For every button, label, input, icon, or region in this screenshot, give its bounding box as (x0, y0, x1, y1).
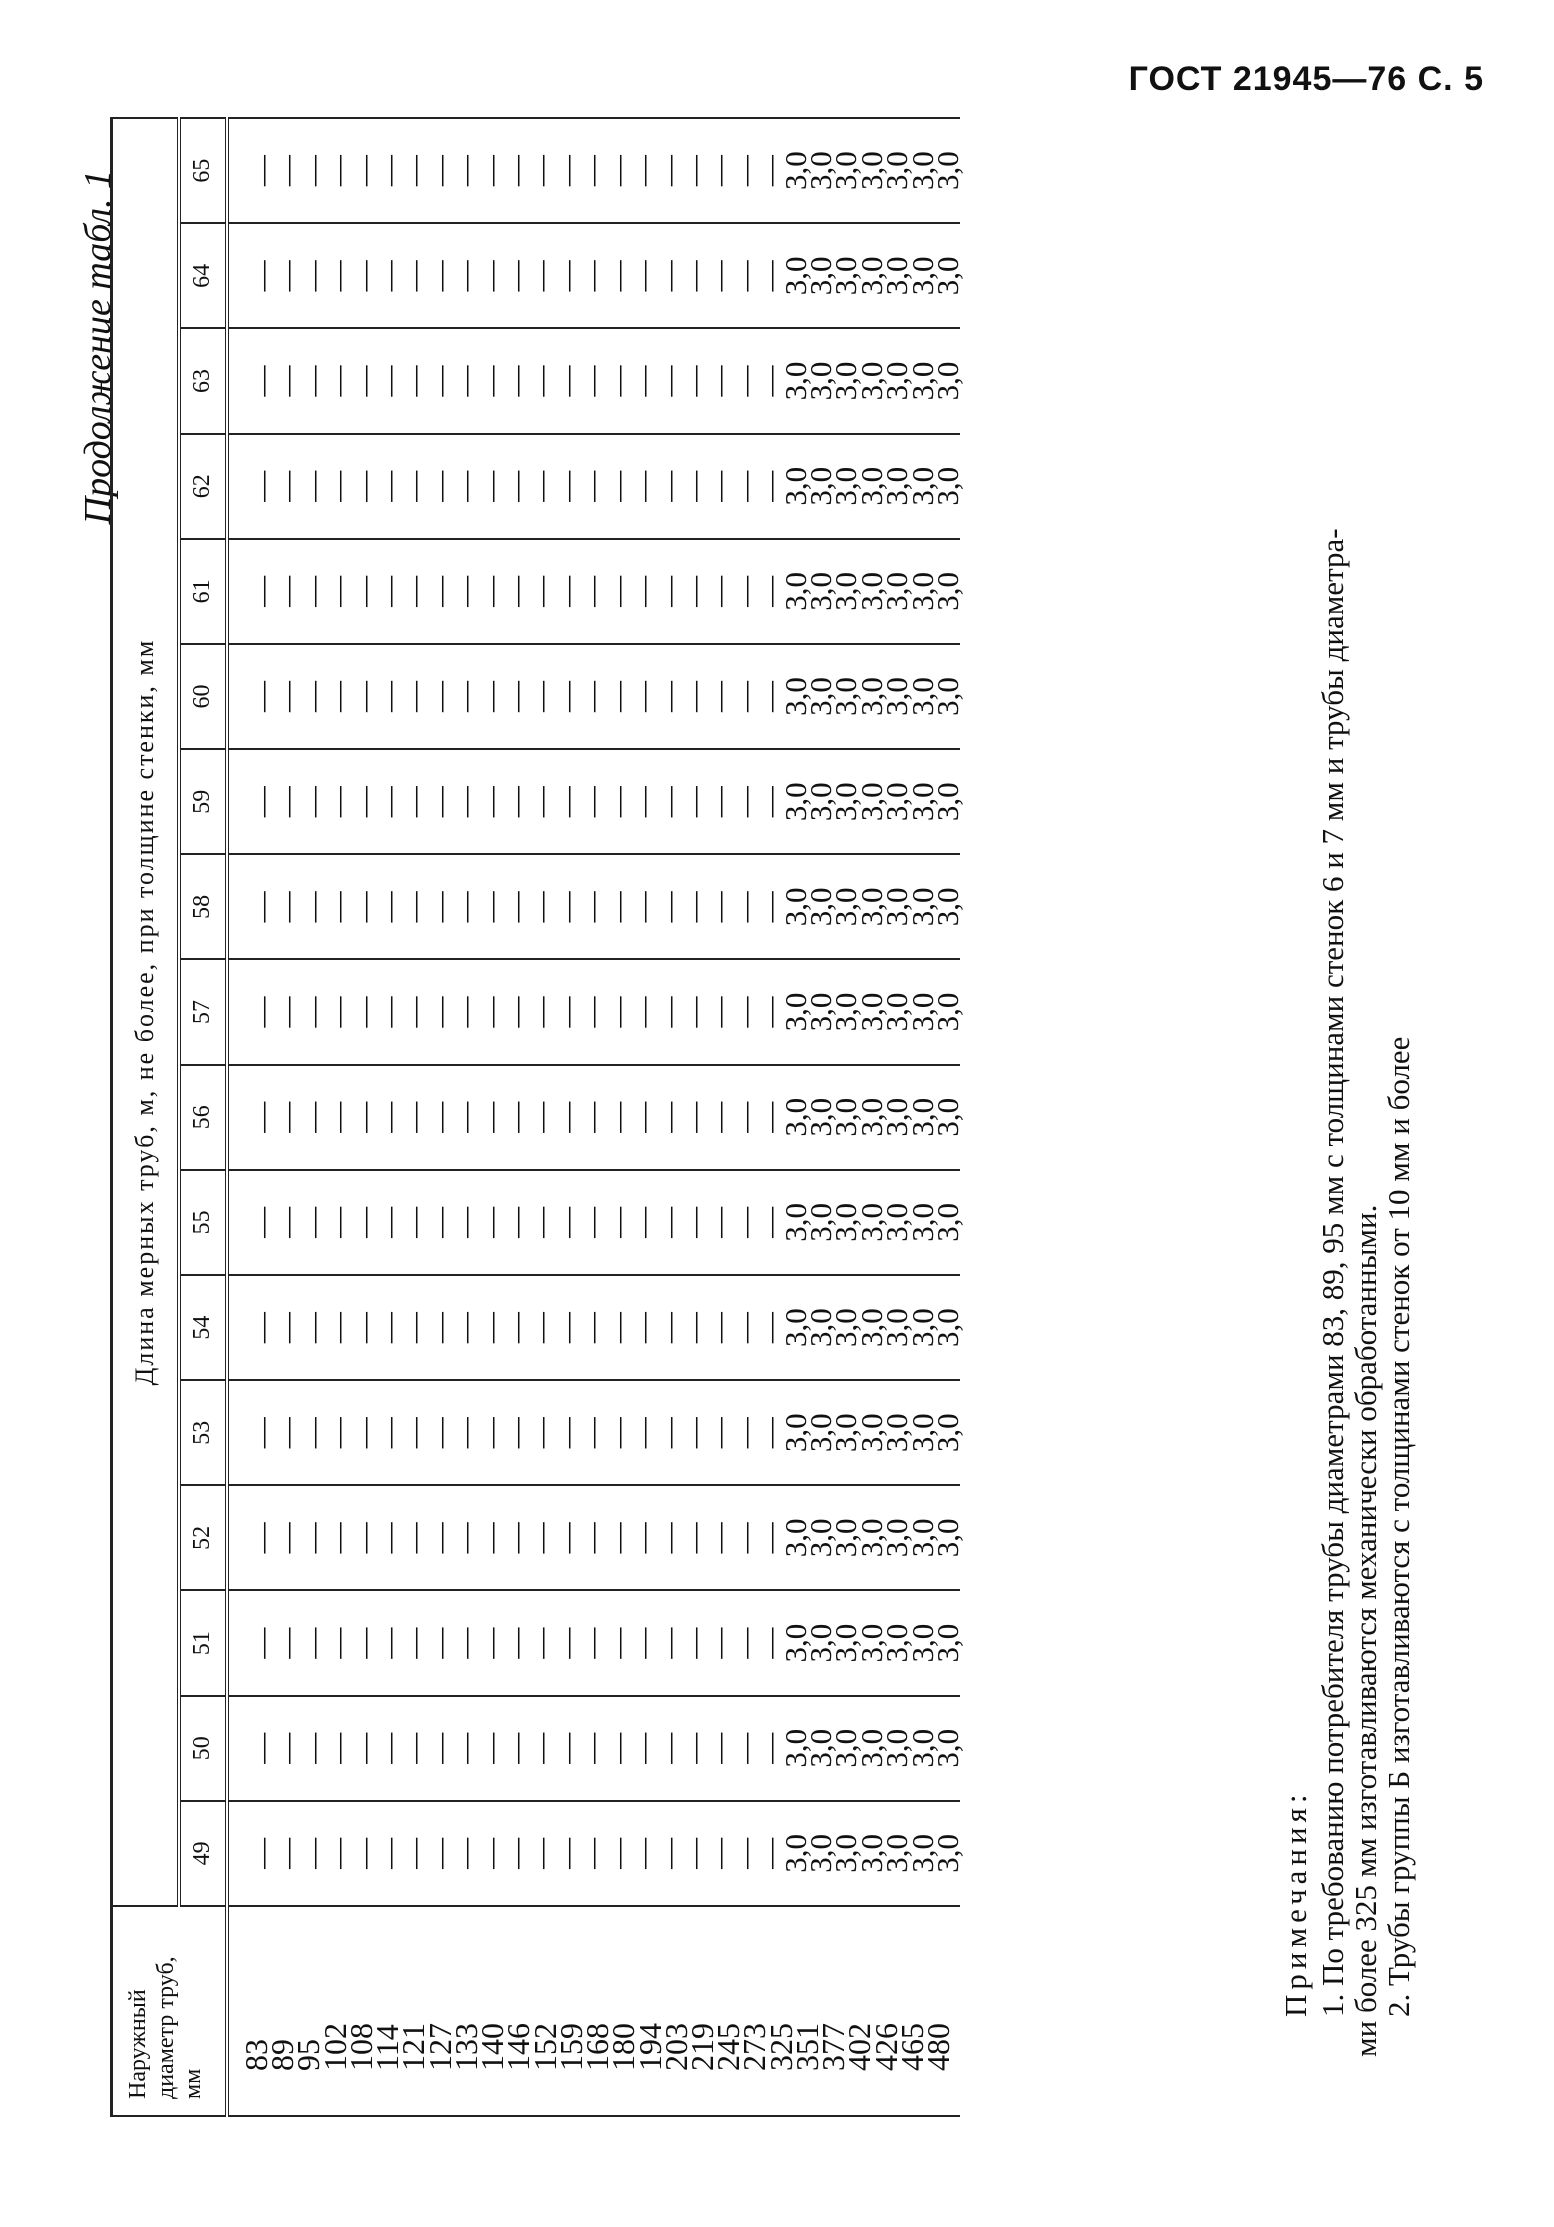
note-1-continued: ми более 325 мм изготавливаются механически обработанными. (1347, 1204, 1383, 2057)
diameter-value: 114 (369, 2024, 406, 2071)
diameter-value: 152 (526, 2023, 563, 2071)
length-values-cell: — — — — — — — — — — — — — — — — — — — — — 3,0 3,0 3,0 3,0 3,0 3,0 3,0 (227, 223, 960, 328)
thickness-header: 49 (179, 1801, 227, 1906)
diameter-value: 402 (841, 2023, 878, 2071)
diameter-value: 133 (447, 2023, 484, 2071)
thickness-header: 53 (179, 1380, 227, 1485)
diameter-value: 219 (683, 2023, 720, 2071)
diameter-list (227, 1906, 960, 2116)
diameter-value: 194 (631, 2023, 668, 2071)
length-values-cell: — — — — — — — — — — — — — — — — — — — — — 3,0 3,0 3,0 3,0 3,0 3,0 3,0 (227, 328, 960, 433)
length-values-cell: — — — — — — — — — — — — — — — — — — — — — 3,0 3,0 3,0 3,0 3,0 3,0 3,0 (227, 1380, 960, 1485)
continuation-title: Продолжение табл. 1 (77, 170, 119, 525)
thickness-header: 59 (179, 749, 227, 854)
length-values-cell: — — — — — — — — — — — — — — — — — — — — — 3,0 3,0 3,0 3,0 3,0 3,0 3,0 (227, 1275, 960, 1380)
diameter-value: 245 (710, 2023, 747, 2071)
thickness-header: 56 (179, 1065, 227, 1170)
length-values-cell: — — — — — — — — — — — — — — — — — — — — — 3,0 3,0 3,0 3,0 3,0 3,0 3,0 (227, 539, 960, 644)
diameter-value: 168 (579, 2023, 616, 2071)
length-values-cell: — — — — — — — — — — — — — — — — — — — — — 3,0 3,0 3,0 3,0 3,0 3,0 3,0 (227, 1170, 960, 1275)
thickness-header: 50 (179, 1696, 227, 1801)
diameter-value: 102 (316, 2023, 353, 2071)
notes-section (1278, 217, 1416, 2057)
diameter-value: 108 (342, 2023, 379, 2071)
length-values-cell: — — — — — — — — — — — — — — — — — — — — — 3,0 3,0 3,0 3,0 3,0 3,0 3,0 (227, 854, 960, 959)
thickness-header: 54 (179, 1275, 227, 1380)
length-values-cell: — — — — — — — — — — — — — — — — — — — — — 3,0 3,0 3,0 3,0 3,0 3,0 3,0 (227, 1485, 960, 1590)
diameter-value: 89 (264, 2039, 301, 2071)
page-header: ГОСТ 21945—76 С. 5 (1128, 60, 1484, 98)
pipe-length-table (110, 117, 965, 2117)
diameter-column-header: Наружный диаметр труб, мм (112, 1906, 228, 2116)
table-row (227, 118, 960, 2116)
thickness-header: 55 (179, 1170, 227, 1275)
thickness-header: 52 (179, 1485, 227, 1590)
thickness-header: 61 (179, 539, 227, 644)
diameter-value: 127 (421, 2023, 458, 2071)
diameter-value: 121 (395, 2023, 432, 2071)
thickness-header: 62 (179, 434, 227, 539)
length-values-cell: — — — — — — — — — — — — — — — — — — — — — 3,0 3,0 3,0 3,0 3,0 3,0 3,0 (227, 749, 960, 854)
diameter-value: 426 (867, 2023, 904, 2071)
length-values-cell: — — — — — — — — — — — — — — — — — — — — — 3,0 3,0 3,0 3,0 3,0 3,0 3,0 (227, 1801, 960, 1906)
length-values-cell: — — — — — — — — — — — — — — — — — — — — — 3,0 3,0 3,0 3,0 3,0 3,0 3,0 (227, 434, 960, 539)
diameter-value: 465 (893, 2023, 930, 2071)
thickness-header: 64 (179, 223, 227, 328)
diameter-value: 273 (736, 2023, 773, 2071)
length-header: Длина мерных труб, м, не более, при толщине стенки, мм (112, 118, 180, 1906)
diameter-value: 377 (815, 2023, 852, 2071)
thickness-header: 57 (179, 959, 227, 1064)
length-values-cell: — — — — — — — — — — — — — — — — — — — — — 3,0 3,0 3,0 3,0 3,0 3,0 3,0 (227, 644, 960, 749)
diameter-value: 325 (762, 2023, 799, 2071)
thickness-header: 51 (179, 1590, 227, 1695)
diameter-value: 159 (552, 2023, 589, 2071)
thickness-header: 60 (179, 644, 227, 749)
thickness-header: 65 (179, 118, 227, 223)
diameter-value: 95 (290, 2039, 327, 2071)
length-values-cell: — — — — — — — — — — — — — — — — — — — — — 3,0 3,0 3,0 3,0 3,0 3,0 3,0 (227, 1065, 960, 1170)
length-values-cell: — — — — — — — — — — — — — — — — — — — — — 3,0 3,0 3,0 3,0 3,0 3,0 3,0 (227, 1590, 960, 1695)
diameter-value: 480 (920, 2023, 957, 2071)
diameter-value: 180 (605, 2023, 642, 2071)
diameter-value: 146 (500, 2023, 537, 2071)
diameter-value: 203 (657, 2023, 694, 2071)
diameter-value: 140 (474, 2023, 511, 2071)
thickness-header: 63 (179, 328, 227, 433)
thickness-header: 58 (179, 854, 227, 959)
diameter-value: 351 (788, 2023, 825, 2071)
note-1: 1. По требованию потребителя трубы диаметрами 83, 89, 95 мм с толщинами стенок 6 и 7 мм и трубы диаметра- (1314, 528, 1350, 2017)
notes-title: Примечания: (1278, 1789, 1313, 2017)
length-values-cell: — — — — — — — — — — — — — — — — — — — — — 3,0 3,0 3,0 3,0 3,0 3,0 3,0 (227, 1696, 960, 1801)
diameter-value: 83 (238, 2039, 274, 2071)
length-values-cell: — — — — — — — — — — — — — — — — — — — — — 3,0 3,0 3,0 3,0 3,0 3,0 3,0 (227, 118, 960, 223)
length-values-cell: — — — — — — — — — — — — — — — — — — — — — 3,0 3,0 3,0 3,0 3,0 3,0 3,0 (227, 959, 960, 1064)
note-2: 2. Трубы группы Б изготавливаются с толщинами стенок от 10 мм и более (1380, 1036, 1416, 2017)
